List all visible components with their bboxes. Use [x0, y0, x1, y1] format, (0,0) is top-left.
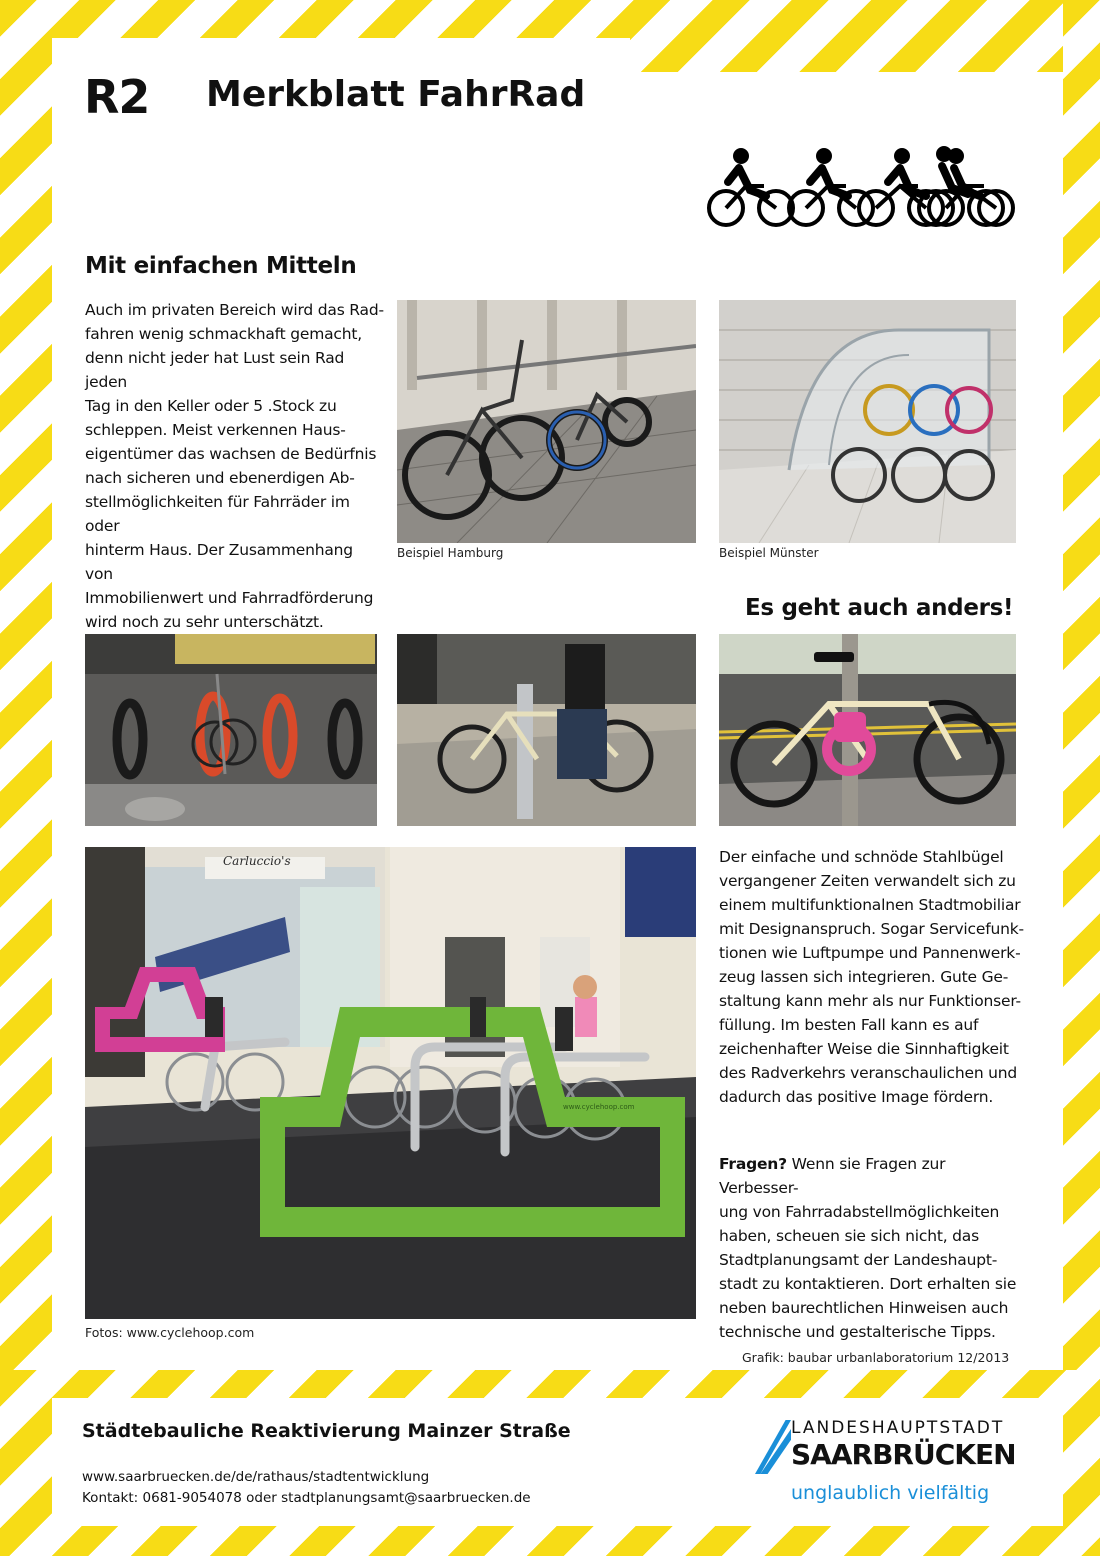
section-heading-different: Es geht auch anders!: [745, 595, 1014, 621]
photo-car-shaped-racks: [85, 847, 696, 1319]
intro-line: denn nicht jeder hat Lust sein Rad jeden: [85, 349, 345, 391]
photo-muenster-bike-shelter: [719, 300, 1016, 543]
questions-line: ung von Fahrradabstellmöglichkeiten: [719, 1203, 1000, 1221]
design-line: dadurch das positive Image fördern.: [719, 1088, 994, 1106]
saarbruecken-logo: [755, 1418, 1020, 1510]
design-line: tionen wie Luftpumpe und Pannenwerk-: [719, 944, 1021, 962]
logo-slogan: unglaublich vielfältig: [791, 1482, 990, 1504]
questions-first-text: Wenn sie Fragen zur Verbesser-: [719, 1155, 946, 1197]
design-line: einem multifunktionalnen Stadtmobiliar: [719, 896, 1021, 914]
questions-label: Fragen?: [719, 1155, 787, 1173]
questions-line: technische und gestalterische Tipps.: [719, 1323, 996, 1341]
design-line: füllung. Im besten Fall kann es auf: [719, 1016, 979, 1034]
footer-title: Städtebauliche Reaktivierung Mainzer Straße: [82, 1420, 571, 1442]
intro-line: nach sicheren und ebenerdigen Ab-: [85, 469, 355, 487]
design-line: Der einfache und schnöde Stahlbügel: [719, 848, 1004, 866]
intro-line: schleppen. Meist verkennen Haus-: [85, 421, 346, 439]
frame-stripe-right: [1063, 0, 1100, 1556]
design-line: des Radverkehrs veranschaulichen und: [719, 1064, 1018, 1082]
rack-logo-text: www.cyclehoop.com: [563, 1103, 635, 1111]
questions-line: haben, scheuen sie sich nicht, das: [719, 1227, 979, 1245]
caption-hamburg: Beispiel Hamburg: [397, 546, 504, 560]
section-heading-simple-means: Mit einfachen Mitteln: [85, 253, 357, 279]
questions-line: stadt zu kontaktieren. Dort erhalten sie: [719, 1275, 1017, 1293]
intro-paragraph: [85, 298, 385, 634]
sheet-code: R2: [84, 70, 150, 124]
questions-line: neben baurechtlichen Hinweisen auch: [719, 1299, 1009, 1317]
intro-line: Auch im privaten Bereich wird das Rad-: [85, 301, 384, 319]
design-line: zeug lassen sich integrieren. Gute Ge-: [719, 968, 1009, 986]
logo-line2: SAARBRÜCKEN: [791, 1438, 1016, 1471]
intro-line: Tag in den Keller oder 5 .Stock zu: [85, 397, 337, 415]
logo-line1: LANDESHAUPTSTADT: [791, 1418, 1005, 1438]
design-line: mit Designanspruch. Sogar Servicefunk-: [719, 920, 1024, 938]
photo-pump-station: [397, 634, 696, 826]
shop-sign-text: Carluccio's: [223, 854, 291, 868]
intro-line: Immobilienwert und Fahrradförderung: [85, 589, 374, 607]
logo-swoosh-icon: [755, 1420, 791, 1474]
photo-pink-lock-pole: [719, 634, 1016, 826]
design-paragraph: [719, 845, 1029, 1109]
intro-line: fahren wenig schmackhaft gemacht,: [85, 325, 362, 343]
design-line: zeichenhafter Weise die Sinnhaftigkeit: [719, 1040, 1009, 1058]
questions-line: Stadtplanungsamt der Landeshaupt-: [719, 1251, 998, 1269]
design-line: staltung kann mehr als nur Funktionser-: [719, 992, 1021, 1010]
intro-line: stellmöglichkeiten für Fahrräder im oder: [85, 493, 350, 535]
design-line: vergangener Zeiten verwandelt sich zu: [719, 872, 1016, 890]
questions-first-line: [719, 1152, 1029, 1200]
page-title: Merkblatt FahrRad: [206, 74, 586, 115]
intro-line: wird noch zu sehr unterschätzt.: [85, 613, 324, 631]
caption-graphic-credit: Grafik: baubar urbanlaboratorium 12/2013: [742, 1350, 1010, 1365]
photo-oval-racks: [85, 634, 377, 826]
frame-stripe-left: [0, 0, 52, 1556]
photo-hamburg-bike-rail: [397, 300, 696, 543]
cyclists-icon: [704, 146, 1019, 230]
footer-contact: Kontakt: 0681-9054078 oder stadtplanungsamt@saarbruecken.de: [82, 1490, 531, 1506]
footer-url: www.saarbruecken.de/de/rathaus/stadtentwicklung: [82, 1469, 430, 1485]
caption-photo-credit: Fotos: www.cyclehoop.com: [85, 1325, 255, 1340]
intro-line: eigentümer das wachsen de Bedürfnis: [85, 445, 377, 463]
caption-muenster: Beispiel Münster: [719, 546, 819, 560]
questions-paragraph: [719, 1152, 1029, 1344]
intro-line: hinterm Haus. Der Zusammenhang von: [85, 541, 353, 583]
